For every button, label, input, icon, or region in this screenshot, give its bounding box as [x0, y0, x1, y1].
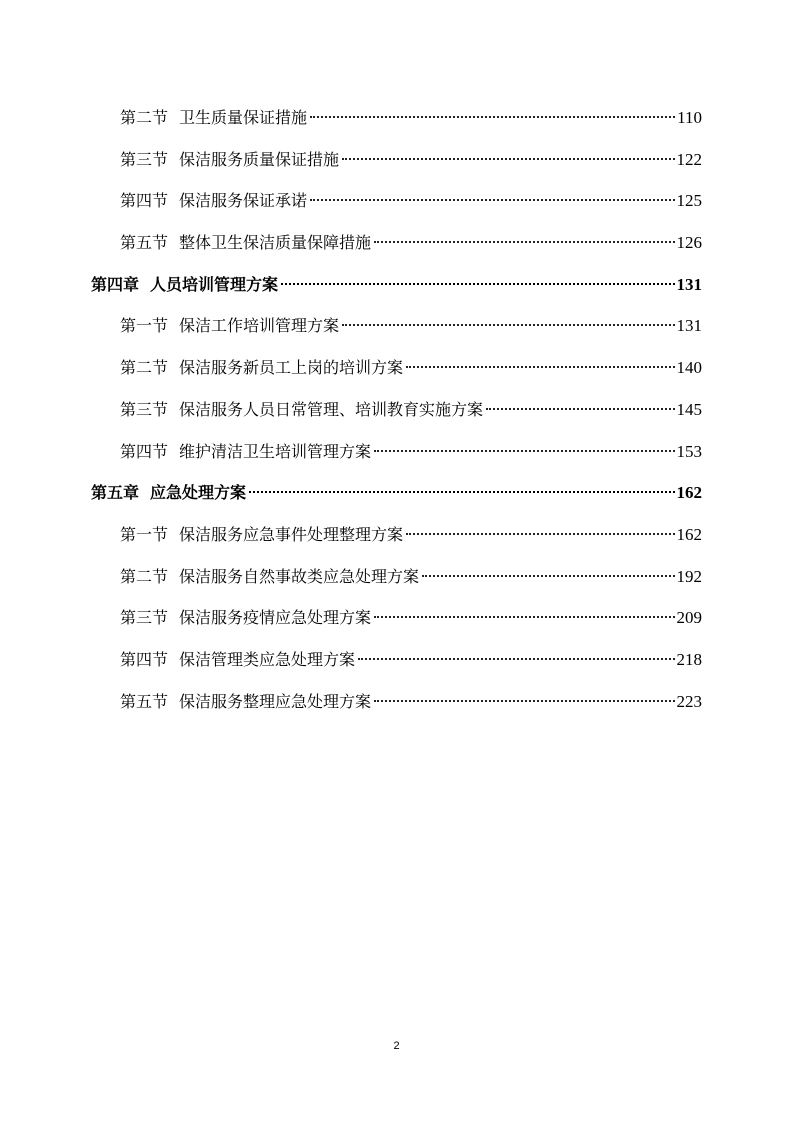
toc-entry-line: [91, 268, 702, 296]
toc-entry-title: 保洁服务疫情应急处理方案: [179, 608, 372, 628]
toc-dot-leader: [406, 351, 674, 373]
toc-entry-title: 保洁管理类应急处理方案: [179, 649, 356, 669]
toc-entry-number: 第五节: [120, 691, 169, 711]
toc-section-entry[interactable]: [0, 591, 793, 633]
toc-entry-title: 保洁服务新员工上岗的培训方案: [179, 358, 404, 378]
toc-entry-page-number: 131: [676, 274, 702, 294]
toc-entry-line: [120, 184, 702, 212]
toc-entry-number: 第一节: [120, 524, 169, 544]
toc-entry-line: [120, 351, 702, 379]
toc-entry-title: 保洁工作培训管理方案: [179, 316, 340, 336]
toc-entry-number: 第四节: [120, 441, 169, 461]
toc-entry-title: 保洁服务自然事故类应急处理方案: [179, 566, 420, 586]
toc-dot-leader: [310, 101, 675, 123]
toc-chapter-entry[interactable]: [0, 258, 793, 300]
toc-entry-page-number: 162: [676, 483, 702, 503]
toc-section-entry[interactable]: [0, 383, 793, 425]
toc-entry-page-number: 162: [676, 524, 702, 544]
toc-entry-title: 保洁服务保证承诺: [179, 191, 308, 211]
toc-entry-line: [120, 393, 702, 421]
toc-entry-page-number: 125: [676, 191, 702, 211]
toc-entry-number: 第一节: [120, 316, 169, 336]
toc-entry-page-number: 192: [676, 566, 702, 586]
toc-dot-leader: [342, 309, 674, 331]
toc-section-entry[interactable]: [0, 550, 793, 592]
toc-section-entry[interactable]: [0, 174, 793, 216]
table-of-contents: [0, 91, 793, 716]
toc-section-entry[interactable]: [0, 341, 793, 383]
toc-entry-title: 维护清洁卫生培训管理方案: [179, 441, 372, 461]
toc-entry-title: 整体卫生保洁质量保障措施: [179, 233, 372, 253]
toc-chapter-entry[interactable]: [0, 466, 793, 508]
toc-entry-page-number: 110: [677, 108, 702, 127]
toc-section-entry[interactable]: [0, 675, 793, 717]
toc-dot-leader: [310, 184, 674, 206]
toc-dot-leader: [374, 601, 674, 623]
toc-dot-leader: [249, 476, 674, 498]
toc-entry-page-number: 131: [676, 316, 702, 336]
toc-entry-title: 保洁服务人员日常管理、培训教育实施方案: [179, 399, 484, 419]
toc-entry-line: [120, 560, 702, 588]
toc-section-entry[interactable]: [0, 425, 793, 467]
toc-entry-line: [120, 685, 702, 713]
toc-entry-title: 保洁服务质量保证措施: [179, 149, 340, 169]
toc-dot-leader: [374, 435, 674, 457]
toc-entry-line: [91, 476, 702, 504]
toc-entry-number: 第三节: [120, 149, 169, 169]
toc-dot-leader: [374, 685, 674, 707]
toc-entry-line: [120, 309, 702, 337]
toc-entry-line: [120, 518, 702, 546]
toc-entry-page-number: 126: [676, 233, 702, 253]
toc-entry-page-number: 122: [676, 149, 702, 169]
toc-section-entry[interactable]: [0, 216, 793, 258]
toc-entry-line: [120, 643, 702, 671]
toc-entry-page-number: 218: [676, 649, 702, 669]
toc-section-entry[interactable]: [0, 633, 793, 675]
toc-entry-title: 应急处理方案: [150, 483, 247, 503]
toc-entry-number: 第四节: [120, 649, 169, 669]
footer-page-number: 2: [393, 1040, 400, 1052]
toc-dot-leader: [342, 143, 674, 165]
toc-entry-line: [120, 435, 702, 463]
toc-dot-leader: [281, 268, 674, 290]
toc-entry-number: 第三节: [120, 399, 169, 419]
toc-entry-number: 第四章: [91, 274, 140, 294]
toc-entry-line: [120, 601, 702, 629]
toc-entry-number: 第二节: [120, 358, 169, 378]
toc-dot-leader: [358, 643, 674, 665]
toc-entry-page-number: 140: [676, 358, 702, 378]
toc-dot-leader: [374, 226, 674, 248]
toc-entry-title: 保洁服务整理应急处理方案: [179, 691, 372, 711]
toc-entry-page-number: 209: [676, 608, 702, 628]
toc-entry-line: [120, 101, 702, 129]
toc-dot-leader: [486, 393, 674, 415]
toc-entry-line: [120, 226, 702, 254]
toc-entry-number: 第五节: [120, 233, 169, 253]
toc-dot-leader: [406, 518, 674, 540]
toc-entry-number: 第四节: [120, 191, 169, 211]
toc-entry-page-number: 153: [676, 441, 702, 461]
toc-section-entry[interactable]: [0, 508, 793, 550]
toc-entry-title: 人员培训管理方案: [150, 274, 279, 294]
toc-entry-title: 保洁服务应急事件处理整理方案: [179, 524, 404, 544]
toc-entry-number: 第五章: [91, 483, 140, 503]
toc-section-entry[interactable]: [0, 133, 793, 175]
toc-dot-leader: [422, 560, 674, 582]
toc-entry-number: 第二节: [120, 566, 169, 586]
toc-entry-page-number: 223: [676, 691, 702, 711]
toc-entry-page-number: 145: [676, 399, 702, 419]
toc-section-entry[interactable]: [0, 299, 793, 341]
toc-section-entry[interactable]: [0, 91, 793, 133]
toc-entry-title: 卫生质量保证措施: [179, 108, 308, 127]
toc-entry-number: 第二节: [120, 108, 169, 127]
toc-entry-number: 第三节: [120, 608, 169, 628]
toc-entry-line: [120, 143, 702, 171]
